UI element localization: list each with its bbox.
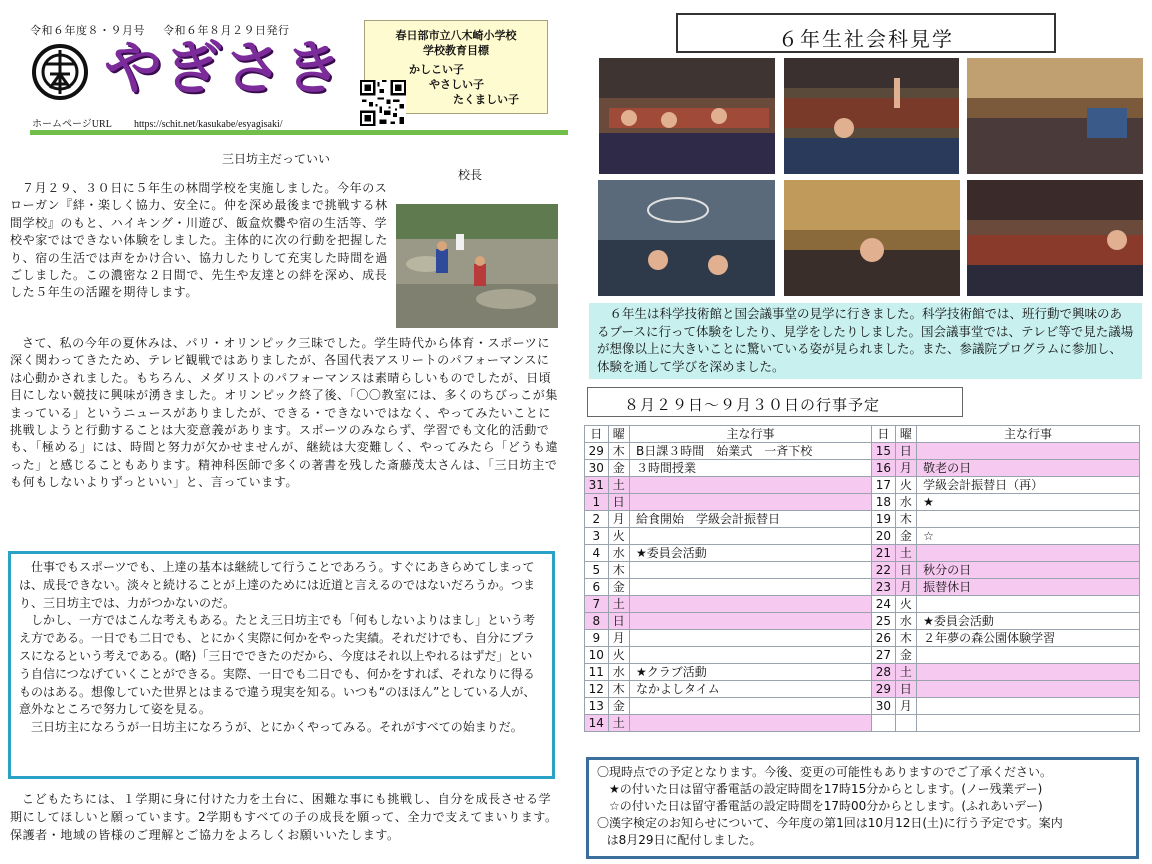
schedule-date-cell: 27: [872, 647, 896, 664]
schedule-event-cell: [629, 613, 871, 630]
col-header-events: 主な行事: [629, 426, 871, 443]
note-line: 〇現時点での予定となります。今後、変更の可能性もありますのでご了承ください。: [597, 765, 1053, 779]
schedule-date-cell: 31: [585, 477, 609, 494]
schedule-date-cell: 4: [585, 545, 609, 562]
schedule-weekday-cell: 木: [608, 562, 629, 579]
schedule-event-cell: B日課３時間 始業式 一斉下校: [629, 443, 871, 460]
quote-paragraph: 仕事でもスポーツでも、上達の基本は継続して行うことであろう。すぐにあきらめてしまっては、成長できない。淡々と続けることが上達のためには近道と言えるのではないだろうか。つまり、三日坊主では、力がつかないのだ。: [19, 560, 536, 610]
schedule-weekday-cell: 日: [608, 613, 629, 630]
schedule-date-cell: 9: [585, 630, 609, 647]
schedule-event-cell: [629, 562, 871, 579]
schedule-event-cell: ２年夢の森公園体験学習: [917, 630, 1140, 647]
note-line: ★の付いた日は留守番電話の設定時間を17時15分からとします。(ノー残業デー): [609, 782, 1043, 796]
schedule-date-cell: 25: [872, 613, 896, 630]
schedule-date-cell: 12: [585, 681, 609, 698]
field-trip-title: ６年生社会科見学: [778, 27, 954, 51]
col-header-day: 日: [872, 426, 896, 443]
essay-paragraph-2: さて、私の今年の夏休みは、パリ・オリンピック三昧でした。学生時代から体育・スポーツに深く関わってきたため、テレビ観戦ではありましたが、各国代表アスリートのパフォーマンスには心動かされました。もちろん、メダリストのパフォーマンスは素晴らしいものでしたが、日頃目にしない競技に興味が湧きました。オリンピック終了後、「〇〇教室には、多くのちびっこが集まっている」というニュースがありましたが、できる・できないではなく、やってみたいことに挑戦しようと行動することは大変意義があります。スポーツのみならず、学習でも文化的活動でも、「極める」には、時間と努力が欠かせませんが、継続は大変難しく、やってみたら「どうも違った」と感じることもあります。精神科医師で多くの著書を残した斎藤茂太さんは、「三日坊主でも何もしないよりずっといい」と、言っています。: [10, 336, 559, 490]
table-row: [585, 630, 1140, 647]
schedule-weekday-cell: 木: [895, 511, 916, 528]
schedule-event-cell: [629, 647, 871, 664]
schedule-event-cell: [917, 715, 1140, 732]
schedule-date-cell: 7: [585, 596, 609, 613]
schedule-date-cell: 11: [585, 664, 609, 681]
schedule-weekday-cell: 土: [895, 545, 916, 562]
school-emblem-icon: [32, 44, 88, 100]
schedule-date-cell: 2: [585, 511, 609, 528]
schedule-event-cell: 給食開始 学級会計振替日: [629, 511, 871, 528]
trip-photo-6: [967, 180, 1143, 296]
schedule-date-cell: 8: [585, 613, 609, 630]
schedule-event-cell: [917, 647, 1140, 664]
schedule-date-cell: [872, 715, 896, 732]
schedule-weekday-cell: 金: [608, 698, 629, 715]
goals-title: 学校教育目標: [423, 44, 489, 57]
table-row: [585, 698, 1140, 715]
schedule-weekday-cell: 火: [608, 647, 629, 664]
schedule-heading: ８月２９日～９月３０日の行事予定: [624, 396, 881, 414]
essay-paragraph-1: ７月２９、３０日に５年生の林間学校を実施しました。今年のスローガン『絆・楽しく協力、安全に。仲を深め最後まで挑戦する林間学校』のもと、ハイキング・川遊び、飯盒炊爨や宿の生活等、学校や家ではできない体験をしました。主体的に次の行動を把握したり、宿の生活では声をかけ合い、協力したりして充実した時間を過ごしました。この濃密な２日間で、先生や友達との絆を深め、成長した５年生の活躍を期待します。: [10, 181, 389, 300]
schedule-weekday-cell: 火: [895, 596, 916, 613]
schedule-event-cell: [629, 528, 871, 545]
schedule-event-cell: [917, 596, 1140, 613]
field-trip-summary: [589, 303, 1142, 379]
schedule-date-cell: 23: [872, 579, 896, 596]
field-trip-summary-text: ６年生は科学技術館と国会議事堂の見学に行きました。科学技術館では、班行動で興味のあるブースに行って体験をしたり、見学をしたりしました。国会議事堂では、テレビ等で見た議場が想像以上に大きいことに驚いている姿が見られました。また、参議院プログラムに参加し、体験を通して学びを深めました。: [597, 306, 1134, 374]
schedule-weekday-cell: 土: [608, 477, 629, 494]
schedule-event-cell: [917, 698, 1140, 715]
schedule-date-cell: 1: [585, 494, 609, 511]
school-name: 春日部市立八木崎小学校: [395, 29, 517, 42]
homepage-link[interactable]: https://schit.net/kasukabe/esyagisaki/: [133, 119, 283, 130]
field-trip-banner: [676, 13, 1056, 53]
schedule-heading-box: [587, 387, 963, 417]
schedule-weekday-cell: 金: [895, 647, 916, 664]
schedule-date-cell: 28: [872, 664, 896, 681]
schedule-date-cell: 16: [872, 460, 896, 477]
note-line: は8月29日に配付しました。: [606, 833, 762, 847]
note-line: ☆の付いた日は留守番電話の設定時間を17時00分からとします。(ふれあいデー): [609, 799, 1043, 813]
schedule-weekday-cell: 土: [608, 715, 629, 732]
col-header-dow: 曜: [608, 426, 629, 443]
schedule-date-cell: 22: [872, 562, 896, 579]
essay-author: 校長: [458, 168, 483, 182]
schedule-date-cell: 29: [872, 681, 896, 698]
essay-paragraph: [10, 180, 392, 302]
schedule-event-cell: [917, 681, 1140, 698]
schedule-date-cell: 18: [872, 494, 896, 511]
col-header-dow: 曜: [895, 426, 916, 443]
homepage-label: ホームページURL: [32, 119, 112, 130]
closing-paragraph: [10, 790, 562, 844]
schedule-event-cell: ★委員会活動: [629, 545, 871, 562]
trip-photo-4: [598, 180, 775, 296]
schedule-weekday-cell: 金: [608, 579, 629, 596]
qr-code-icon[interactable]: [360, 80, 406, 126]
schedule-weekday-cell: 土: [895, 664, 916, 681]
table-row: [585, 528, 1140, 545]
table-row: [585, 545, 1140, 562]
schedule-weekday-cell: 月: [895, 579, 916, 596]
schedule-event-cell: 秋分の日: [917, 562, 1140, 579]
schedule-weekday-cell: 水: [895, 494, 916, 511]
col-header-events: 主な行事: [917, 426, 1140, 443]
quote-paragraph: 三日坊主になろうが一日坊主になろうが、とにかくやってみる。それがすべての始まりだ。: [31, 720, 523, 735]
schedule-weekday-cell: 水: [608, 545, 629, 562]
schedule-weekday-cell: 木: [895, 630, 916, 647]
river-play-photo: [396, 204, 558, 328]
schedule-weekday-cell: 金: [608, 460, 629, 477]
schedule-event-cell: [917, 545, 1140, 562]
schedule-date-cell: 17: [872, 477, 896, 494]
schedule-weekday-cell: 水: [608, 664, 629, 681]
notes-box: [586, 757, 1139, 859]
table-row: [585, 477, 1140, 494]
schedule-date-cell: 24: [872, 596, 896, 613]
schedule-event-cell: [629, 630, 871, 647]
table-row: [585, 443, 1140, 460]
table-row: [585, 579, 1140, 596]
schedule-date-cell: 19: [872, 511, 896, 528]
schedule-event-cell: [629, 698, 871, 715]
schedule-weekday-cell: 木: [608, 443, 629, 460]
schedule-date-cell: 3: [585, 528, 609, 545]
schedule-event-cell: 学級会計振替日（再）: [917, 477, 1140, 494]
trip-photo-2: [784, 58, 959, 174]
header-divider: [30, 130, 568, 135]
schedule-weekday-cell: 日: [895, 562, 916, 579]
schedule-weekday-cell: [895, 715, 916, 732]
published-date: 令和６年８月２９日発行: [163, 24, 290, 37]
schedule-event-cell: [629, 596, 871, 613]
schedule-date-cell: 26: [872, 630, 896, 647]
trip-photo-3: [967, 58, 1143, 174]
schedule-weekday-cell: 月: [608, 630, 629, 647]
schedule-weekday-cell: 日: [608, 494, 629, 511]
table-row: [585, 664, 1140, 681]
table-row: [585, 511, 1140, 528]
table-row: [585, 460, 1140, 477]
schedule-date-cell: 20: [872, 528, 896, 545]
schedule-event-cell: ★クラブ活動: [629, 664, 871, 681]
schedule-event-cell: 振替休日: [917, 579, 1140, 596]
schedule-date-cell: 5: [585, 562, 609, 579]
schedule-date-cell: 21: [872, 545, 896, 562]
schedule-event-cell: ★: [917, 494, 1140, 511]
schedule-weekday-cell: 土: [608, 596, 629, 613]
trip-photo-1: [599, 58, 775, 174]
schedule-date-cell: 29: [585, 443, 609, 460]
schedule-date-cell: 30: [872, 698, 896, 715]
table-row: [585, 562, 1140, 579]
masthead-title: やぎさき: [104, 34, 345, 102]
schedule-event-cell: ★委員会活動: [917, 613, 1140, 630]
schedule-weekday-cell: 月: [895, 460, 916, 477]
table-row: [585, 494, 1140, 511]
schedule-date-cell: 13: [585, 698, 609, 715]
essay-title: 三日坊主だっていい: [222, 152, 331, 166]
essay-paragraph: [10, 335, 562, 492]
closing-text: こどもたちには、１学期に身に付けた力を土台に、困難な事にも挑戦し、自分を成長させる学期にしてほしいと願っています。2学期もすべての子の成長を願って、全力で支えてまいります。保護者・地域の皆様のご理解とご協力をよろしくお願いいたします。: [10, 792, 558, 842]
quote-box: [8, 551, 555, 779]
goal-item: やさしい子: [429, 78, 484, 91]
schedule-weekday-cell: 月: [608, 511, 629, 528]
schedule-event-cell: [917, 664, 1140, 681]
schedule-event-cell: [917, 511, 1140, 528]
schedule-date-cell: 15: [872, 443, 896, 460]
schedule-weekday-cell: 金: [895, 528, 916, 545]
schedule-weekday-cell: 火: [608, 528, 629, 545]
schedule-weekday-cell: 水: [895, 613, 916, 630]
table-row: [585, 681, 1140, 698]
schedule-date-cell: 6: [585, 579, 609, 596]
schedule-date-cell: 30: [585, 460, 609, 477]
schedule-weekday-cell: 火: [895, 477, 916, 494]
table-row: [585, 613, 1140, 630]
issue-label: 令和６年度８・９月号: [30, 24, 145, 37]
schedule-event-cell: 敬老の日: [917, 460, 1140, 477]
schedule-event-cell: なかよしタイム: [629, 681, 871, 698]
schedule-event-cell: [629, 715, 871, 732]
schedule-weekday-cell: 月: [895, 698, 916, 715]
schedule-event-cell: [629, 579, 871, 596]
schedule-event-cell: [917, 443, 1140, 460]
schedule-weekday-cell: 木: [608, 681, 629, 698]
schedule-header-row: [585, 426, 1140, 443]
table-row: [585, 715, 1140, 732]
goal-item: たくましい子: [453, 93, 519, 106]
quote-paragraph: しかし、一方ではこんな考えもある。たとえ三日坊主でも「何もしないよりはまし」という考え方である。一日でも二日でも、とにかく実際に何かをやった実績。それだけでも、自分にプラスになるという考えである。(略)「三日でできたのだから、今度はそれ以上やれるはずだ」という自信につなげていくことができる。実際、一日でも二日でも、何かをすれば、それなりに得るものはある。想像していた世界とはまるで違う現実を知る。いつも“のほほん”としている人が、意外なところで努力して姿を見る。: [19, 613, 536, 717]
table-row: [585, 647, 1140, 664]
schedule-event-cell: [629, 494, 871, 511]
schedule-date-cell: 14: [585, 715, 609, 732]
trip-photo-5: [784, 180, 960, 296]
schedule-weekday-cell: 日: [895, 443, 916, 460]
schedule-event-cell: ３時間授業: [629, 460, 871, 477]
schedule-event-cell: [629, 477, 871, 494]
table-row: [585, 596, 1140, 613]
schedule-event-cell: ☆: [917, 528, 1140, 545]
note-line: 〇漢字検定のお知らせについて、今年度の第1回は10月12日(土)に行う予定です。案内: [597, 816, 1063, 830]
col-header-day: 日: [585, 426, 609, 443]
homepage-line: [32, 115, 283, 130]
schedule-weekday-cell: 日: [895, 681, 916, 698]
schedule-date-cell: 10: [585, 647, 609, 664]
goal-item: かしこい子: [409, 63, 464, 76]
schedule-table: [584, 425, 1140, 732]
